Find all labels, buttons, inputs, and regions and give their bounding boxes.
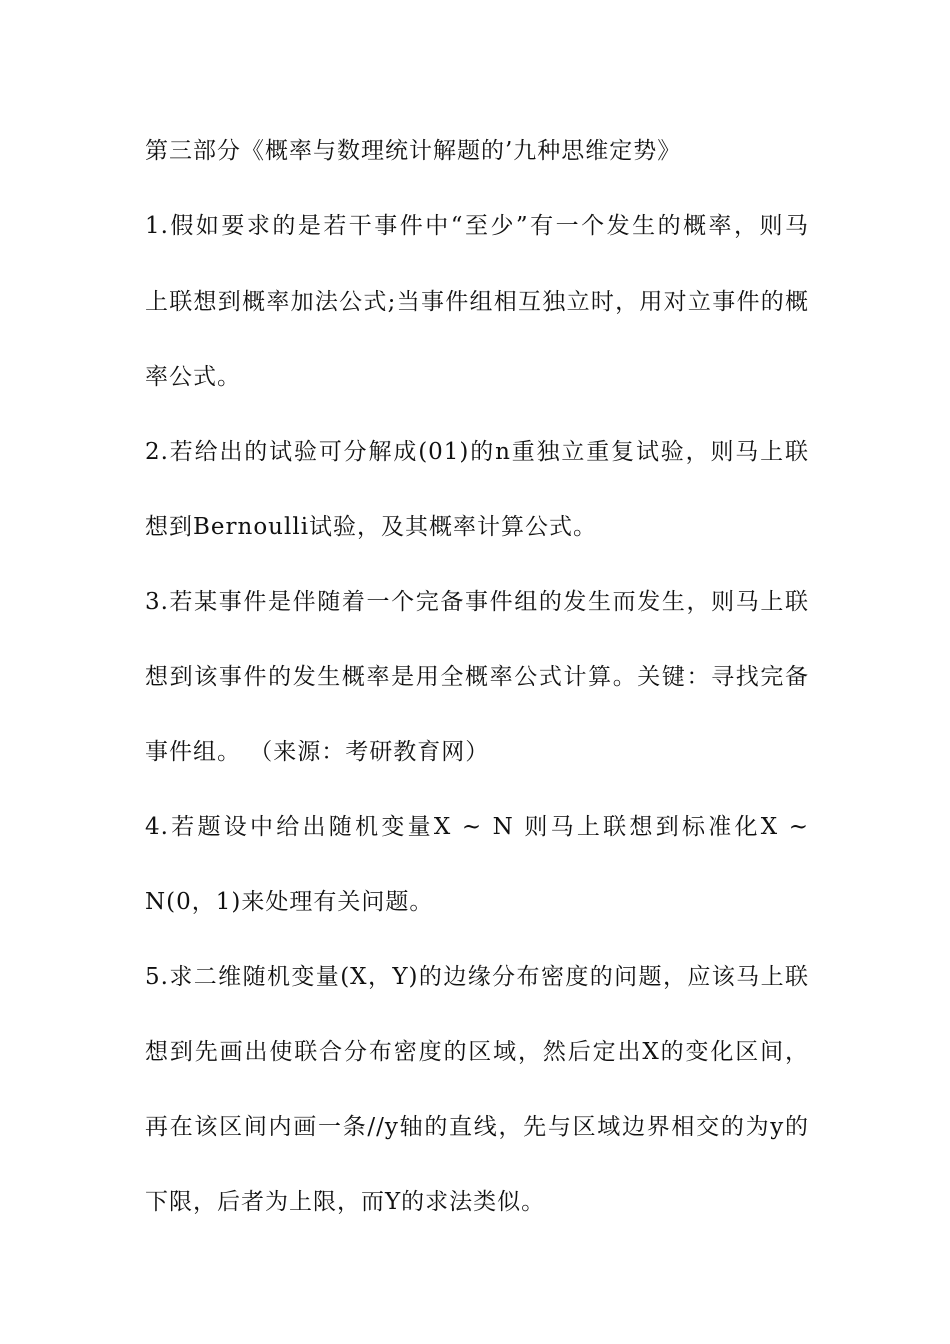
paragraph-line: 4.若题设中给出随机变量X ~ N 则马上联想到标准化X ~ xyxy=(145,814,809,840)
paragraph-line: 率公式。 xyxy=(145,364,241,390)
paragraph-line: 想到该事件的发生概率是用全概率公式计算。关键：寻找完备 xyxy=(145,664,809,690)
paragraph-line: 想到先画出使联合分布密度的区域，然后定出X的变化区间， xyxy=(145,1039,809,1065)
paragraph-line: 3.若某事件是伴随着一个完备事件组的发生而发生，则马上联 xyxy=(145,589,809,615)
paragraph-line: 2.若给出的试验可分解成(01)的n重独立重复试验，则马上联 xyxy=(145,439,809,465)
paragraph-line: 5.求二维随机变量(X，Y)的边缘分布密度的问题，应该马上联 xyxy=(145,964,809,990)
document-title: 第三部分《概率与数理统计解题的’九种思维定势》 xyxy=(145,138,682,164)
paragraph-line: N(0，1)来处理有关问题。 xyxy=(145,889,434,915)
paragraph-line: 上联想到概率加法公式;当事件组相互独立时，用对立事件的概 xyxy=(145,289,809,315)
paragraph-line: 再在该区间内画一条//y轴的直线，先与区域边界相交的为y的 xyxy=(145,1114,809,1140)
paragraph-line: 事件组。 （来源：考研教育网） xyxy=(145,739,490,765)
paragraph-line: 下限，后者为上限，而Y的求法类似。 xyxy=(145,1189,546,1215)
paragraph-line: 1.假如要求的是若干事件中“至少”有一个发生的概率，则马 xyxy=(145,213,809,239)
paragraph-line: 想到Bernoulli试验，及其概率计算公式。 xyxy=(145,514,598,540)
